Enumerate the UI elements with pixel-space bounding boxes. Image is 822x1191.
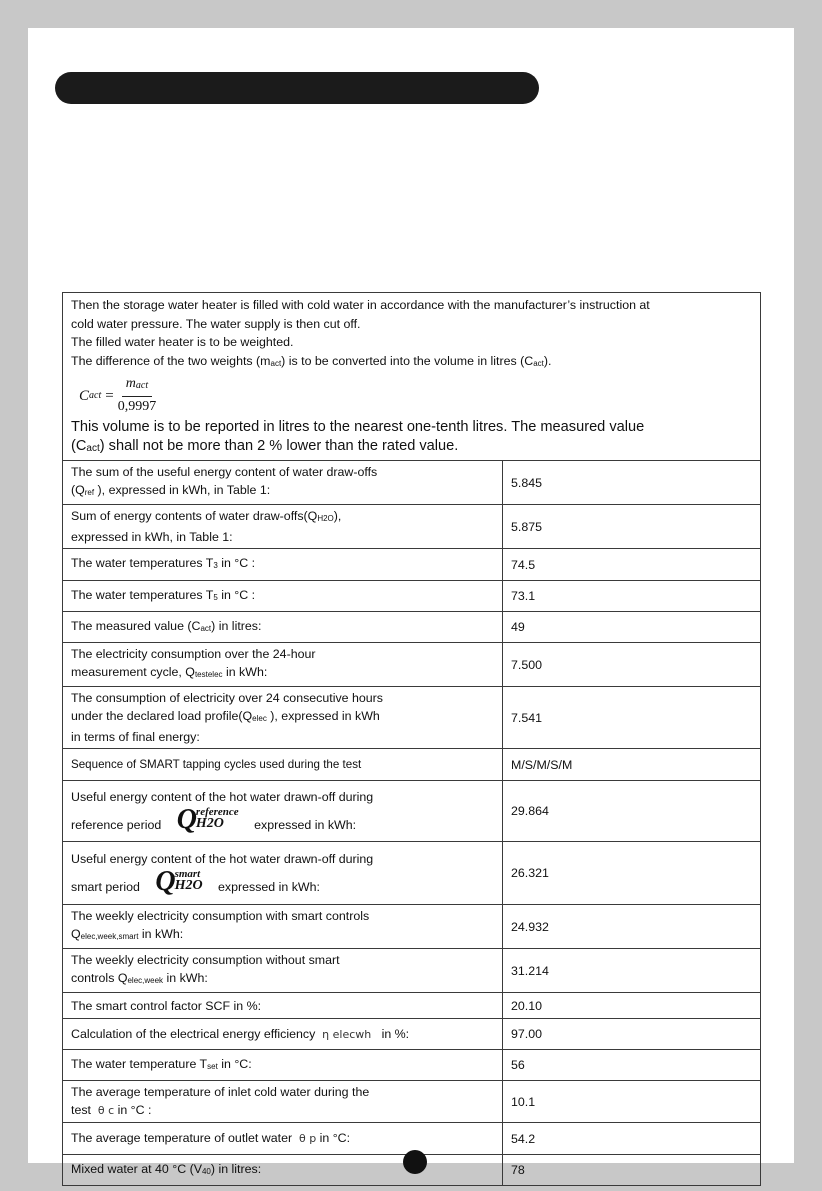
label-tset: The water temperature $T_{set}$ in °C: bbox=[63, 1050, 503, 1081]
row-qref-period bbox=[63, 781, 761, 842]
value-cact: 49 bbox=[503, 612, 761, 643]
value-t5: 73.1 bbox=[503, 581, 761, 612]
value-qref: 5.845 bbox=[503, 461, 761, 505]
row-qref bbox=[63, 461, 761, 505]
value-qsmart-period: 26.321 bbox=[503, 842, 761, 905]
value-efficiency: 97.00 bbox=[503, 1019, 761, 1050]
label-t3: The water temperatures $T_3$ in °C : bbox=[63, 549, 503, 581]
value-scf: 20.10 bbox=[503, 993, 761, 1019]
value-qelec: 7.541 bbox=[503, 687, 761, 749]
label-qh2o: Sum of energy contents of water draw-$offs(Q_{H2O})$, expressed in kWh, in Table 1: bbox=[63, 505, 503, 549]
section-title-bar bbox=[55, 72, 539, 104]
volume-formula: C act = $\frac{m_{act}}{0,9997}$ bbox=[79, 376, 157, 414]
row-sequence bbox=[63, 749, 761, 781]
value-qtestelec: 7.500 bbox=[503, 643, 761, 687]
label-efficiency: Calculation of the electrical energy efficiency η elecwh in %: bbox=[63, 1019, 503, 1050]
label-qref: The sum of the useful energy content of water draw-offs ($Q_{ref}$ ), expressed in kWh, in Table 1: bbox=[63, 461, 503, 505]
value-week-smart: 24.932 bbox=[503, 905, 761, 949]
intro-line-2: cold water pressure. The water supply is then cut off. bbox=[71, 316, 361, 331]
document-page bbox=[28, 28, 794, 1177]
label-sequence: Sequence of SMART tapping cycles used during the test bbox=[63, 749, 503, 781]
row-efficiency bbox=[63, 1019, 761, 1050]
theta-c-symbol: θ c bbox=[97, 1104, 115, 1117]
intro-cell bbox=[63, 293, 761, 461]
label-qtestelec: The electricity consumption over the 24-hour measurement cycle, $Q_{testelec}$ in kWh: bbox=[63, 643, 503, 687]
intro-row bbox=[63, 293, 761, 461]
label-qref-period: Useful energy content of the hot water drawn-off during reference period Q reference H2O expressed in kWh: bbox=[63, 781, 503, 842]
row-t3 bbox=[63, 549, 761, 581]
intro-line-4: The difference of the two weights $(m_{act})$ is to be converted into the volume in litres $(C_{act})$. bbox=[71, 353, 552, 368]
q-reference-h2o-symbol: Q reference H2O bbox=[176, 804, 239, 835]
theta-p-symbol: θ p bbox=[298, 1132, 317, 1145]
intro-line-3: The filled water heater is to be weighted. bbox=[71, 335, 294, 349]
value-tset: 56 bbox=[503, 1050, 761, 1081]
label-week-smart: The weekly electricity consumption with smart controls $Q_{elec,week,smart}$ in kWh: bbox=[63, 905, 503, 949]
row-week bbox=[63, 949, 761, 993]
label-scf: The smart control factor SCF in %: bbox=[63, 993, 503, 1019]
value-t3: 74.5 bbox=[503, 549, 761, 581]
value-sequence: M/S/M/S/M bbox=[503, 749, 761, 781]
row-tset bbox=[63, 1050, 761, 1081]
value-v40: 78 bbox=[503, 1155, 761, 1186]
row-qtestelec bbox=[63, 643, 761, 687]
row-cact bbox=[63, 612, 761, 643]
intro-note-2: $(C_{act})$ shall not be more than 2 % lower than the rated value. bbox=[71, 438, 459, 454]
label-theta-p: The average temperature of outlet water θ p in °C: bbox=[63, 1123, 503, 1155]
value-theta-p: 54.2 bbox=[503, 1123, 761, 1155]
eta-elecwh-symbol: η elecwh bbox=[322, 1027, 372, 1041]
value-week: 31.214 bbox=[503, 949, 761, 993]
value-theta-c: 10.1 bbox=[503, 1081, 761, 1123]
intro-line-1: Then the storage water heater is filled with cold water in accordance with the manufacturer’s instruction at bbox=[71, 298, 650, 312]
measurement-table bbox=[62, 292, 761, 1186]
label-t5: The water temperatures $T_5$ in °C : bbox=[63, 581, 503, 612]
label-theta-c: The average temperature of inlet cold water during the test θ c in °C : bbox=[63, 1081, 503, 1123]
row-qelec bbox=[63, 687, 761, 749]
label-qsmart-period: Useful energy content of the hot water drawn-off during smart period Q smart H2O expressed in kWh: bbox=[63, 842, 503, 905]
label-qelec: The consumption of electricity over 24 consecutive hours under the declared load $profile(Q_{elec}$ ), expressed in kWh in terms of final energy: bbox=[63, 687, 503, 749]
q-smart-h2o-symbol: Q smart H2O bbox=[155, 866, 203, 897]
label-v40: Mixed water at 40 °C $(V_{40})$ in litres: bbox=[63, 1155, 503, 1186]
value-qref-period: 29.864 bbox=[503, 781, 761, 842]
intro-note-1: This volume is to be reported in litres to the nearest one-tenth litres. The measured value bbox=[71, 419, 645, 435]
row-qsmart-period bbox=[63, 842, 761, 905]
page-number-dot bbox=[403, 1150, 427, 1174]
row-theta-c bbox=[63, 1081, 761, 1123]
row-qh2o bbox=[63, 505, 761, 549]
value-qh2o: 5.875 bbox=[503, 505, 761, 549]
label-week: The weekly electricity consumption without smart controls $Q_{elec,week}$ in kWh: bbox=[63, 949, 503, 993]
row-t5 bbox=[63, 581, 761, 612]
row-week-smart bbox=[63, 905, 761, 949]
label-cact: The measured value $(C_{act})$ in litres: bbox=[63, 612, 503, 643]
row-scf bbox=[63, 993, 761, 1019]
